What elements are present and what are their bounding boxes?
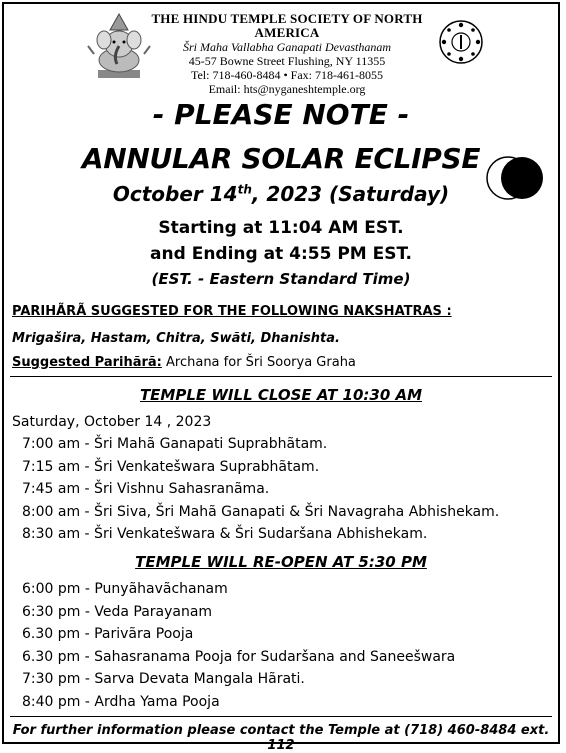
parihara-heading: PARIHÃRÃ SUGGESTED FOR THE FOLLOWING NAKSHATRAS : [12,304,452,319]
end-time: and Ending at 4:55 PM EST. [150,244,412,264]
morning-schedule [22,433,499,546]
start-time: Starting at 11:04 AM EST. [158,218,404,238]
date-rest: , 2023 (Saturday) [251,182,450,206]
eclipse-title: ANNULAR SOLAR ECLIPSE [81,142,481,175]
email: Email: hts@nyganeshtemple.org [208,82,366,96]
suggested-parihara [12,355,356,370]
evening-schedule [22,578,455,713]
list-item: 8:30 am - Šri Venkatešwara & Šri Sudaršana Abhishekam. [22,526,428,542]
list-item: 7:15 am - Šri Venkatešwara Suprabhãtam. [22,458,320,475]
letterhead-text [134,12,440,96]
suggested-parihara-label: Suggested Parihãrã: [12,355,162,370]
list-item: 6.30 pm - Parivãra Pooja [22,626,194,642]
list-item: 6.30 pm - Sahasranama Pooja for Sudaršana and Saneešwara [22,648,456,665]
divider [10,716,552,717]
schedule-date: Saturday, October 14 , 2023 [12,414,212,430]
org-name: THE HINDU TEMPLE SOCIETY OF NORTH AMERICA [151,11,423,40]
list-item: 7:30 pm - Sarva Devata Mangala Hãrati. [22,671,305,687]
letterhead [4,4,558,96]
list-item: 6:00 pm - Punyãhavãchanam [22,581,228,597]
please-note-heading: - PLEASE NOTE - [152,98,410,131]
list-item: 6:30 pm - Veda Parayanam [22,603,213,620]
suggested-parihara-value: Archana for Šri Soorya Graha [166,355,356,370]
contact-footer: For further information please contact the Temple at (718) 460-8484 ext. 112 [12,723,550,753]
nakshatra-list: Mrigašira, Hastam, Chitra, Swãti, Dhanishta. [12,331,340,346]
timezone-note: (EST. - Eastern Standard Time) [151,270,411,288]
list-item: 8:40 pm - Ardha Yama Pooja [22,693,220,710]
temple-seal-icon [437,18,485,66]
list-item: 7:45 am - Šri Vishnu Sahasranãma. [22,481,270,497]
address: 45-57 Bowne Street Flushing, NY 11355 [188,54,386,68]
devasthanam-name: Šri Maha Vallabha Ganapati Devasthanam [183,40,391,54]
eclipse-date [4,182,558,206]
temple-reopen-heading: TEMPLE WILL RE-OPEN AT 5:30 PM [135,553,427,571]
date-suffix: th [237,182,252,197]
notice-page [2,2,560,753]
date-main: October 14 [112,182,238,206]
list-item: 7:00 am - Šri Mahã Ganapati Suprabhãtam. [22,436,328,452]
phone-fax: Tel: 718-460-8484 • Fax: 718-461-8055 [190,68,383,82]
divider [10,376,552,377]
temple-close-heading: TEMPLE WILL CLOSE AT 10:30 AM [139,386,423,404]
list-item: 8:00 am - Šri Siva, Šri Mahã Ganapati & Šri Navagraha Abhishekam. [22,503,500,520]
